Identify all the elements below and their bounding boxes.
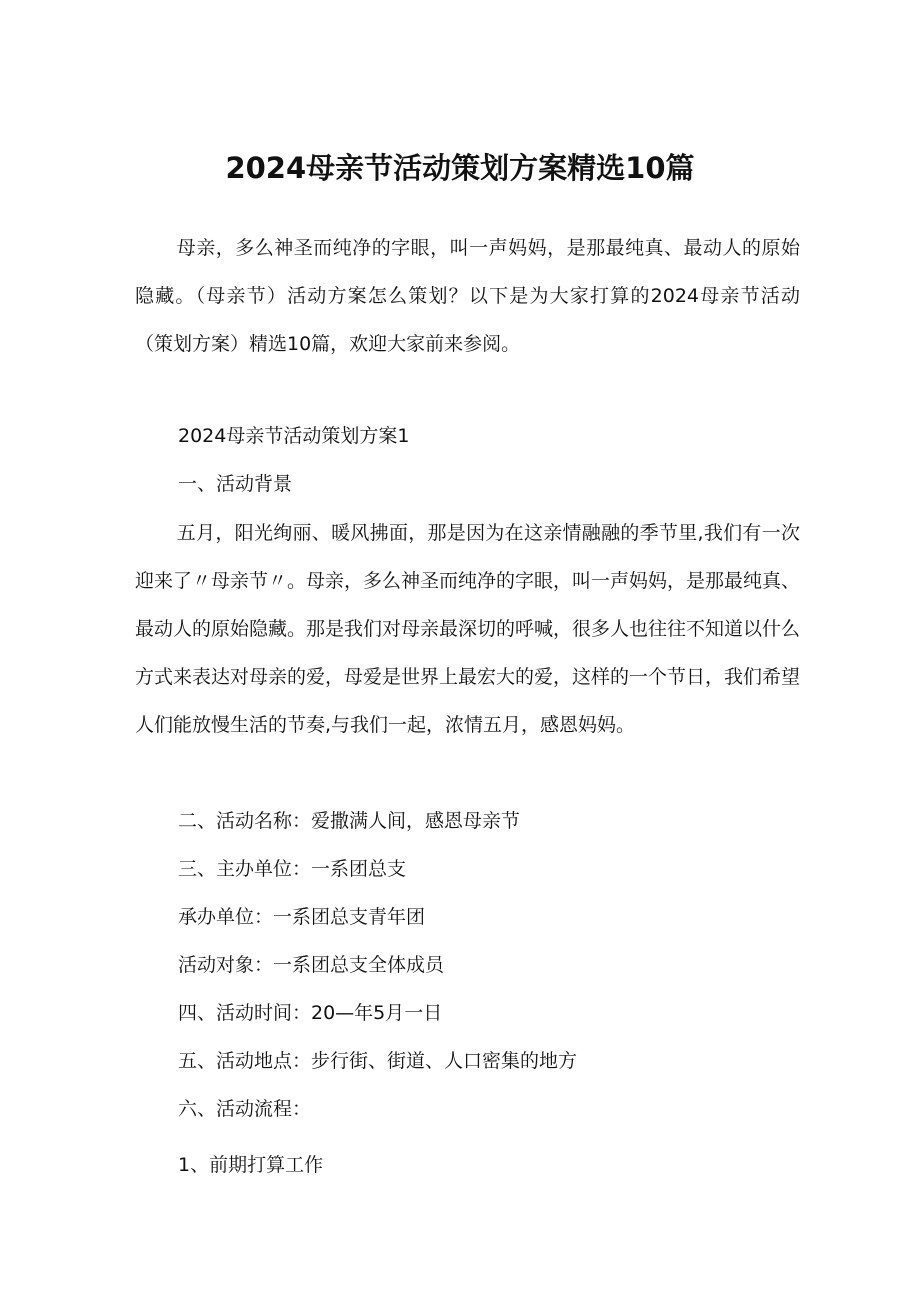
document-title: 2024母亲节活动策划方案精选10篇 [225,151,695,185]
background-heading: 一、活动背景 [178,473,293,495]
background-paragraph: 五月，阳光绚丽、暖风拂面，那是因为在这亲情融融的季节里,我们有一次迎来了〃母亲节〃。母亲，多么神圣而纯净的字眼，叫一声妈妈，是那最纯真、最动人的原始隐藏。那是我们对母亲最深切的呼喊，很多人也往往不知道以什么方式来表达对母亲的爱，母爱是世界上最宏大的爱，这样的一个节日，我们希望人们能放慢生活的节奏,与我们一起，浓情五月，感恩妈妈。 [135,522,801,736]
target-audience-line: 活动对象：一系团总支全体成员 [178,954,445,976]
intro-paragraph: 母亲，多么神圣而纯净的字眼，叫一声妈妈，是那最纯真、最动人的原始隐藏。（母亲节）活动方案怎么策划？以下是为大家打算的2024母亲节活动（策划方案）精选10篇，欢迎大家前来参阅。 [135,237,800,355]
section-heading: 2024母亲节活动策划方案1 [178,425,410,447]
activity-name-line: 二、活动名称：爱撒满人间，感恩母亲节 [178,810,521,832]
activity-location-line: 五、活动地点：步行街、街道、人口密集的地方 [178,1050,578,1072]
co-organizer-line: 承办单位：一系团总支青年团 [178,906,426,928]
organizer-line: 三、主办单位：一系团总支 [178,858,407,880]
preparation-line: 1、前期打算工作 [178,1154,324,1176]
activity-time-line: 四、活动时间：20—年5月一日 [178,1002,443,1024]
activity-process-line: 六、活动流程： [178,1098,312,1120]
